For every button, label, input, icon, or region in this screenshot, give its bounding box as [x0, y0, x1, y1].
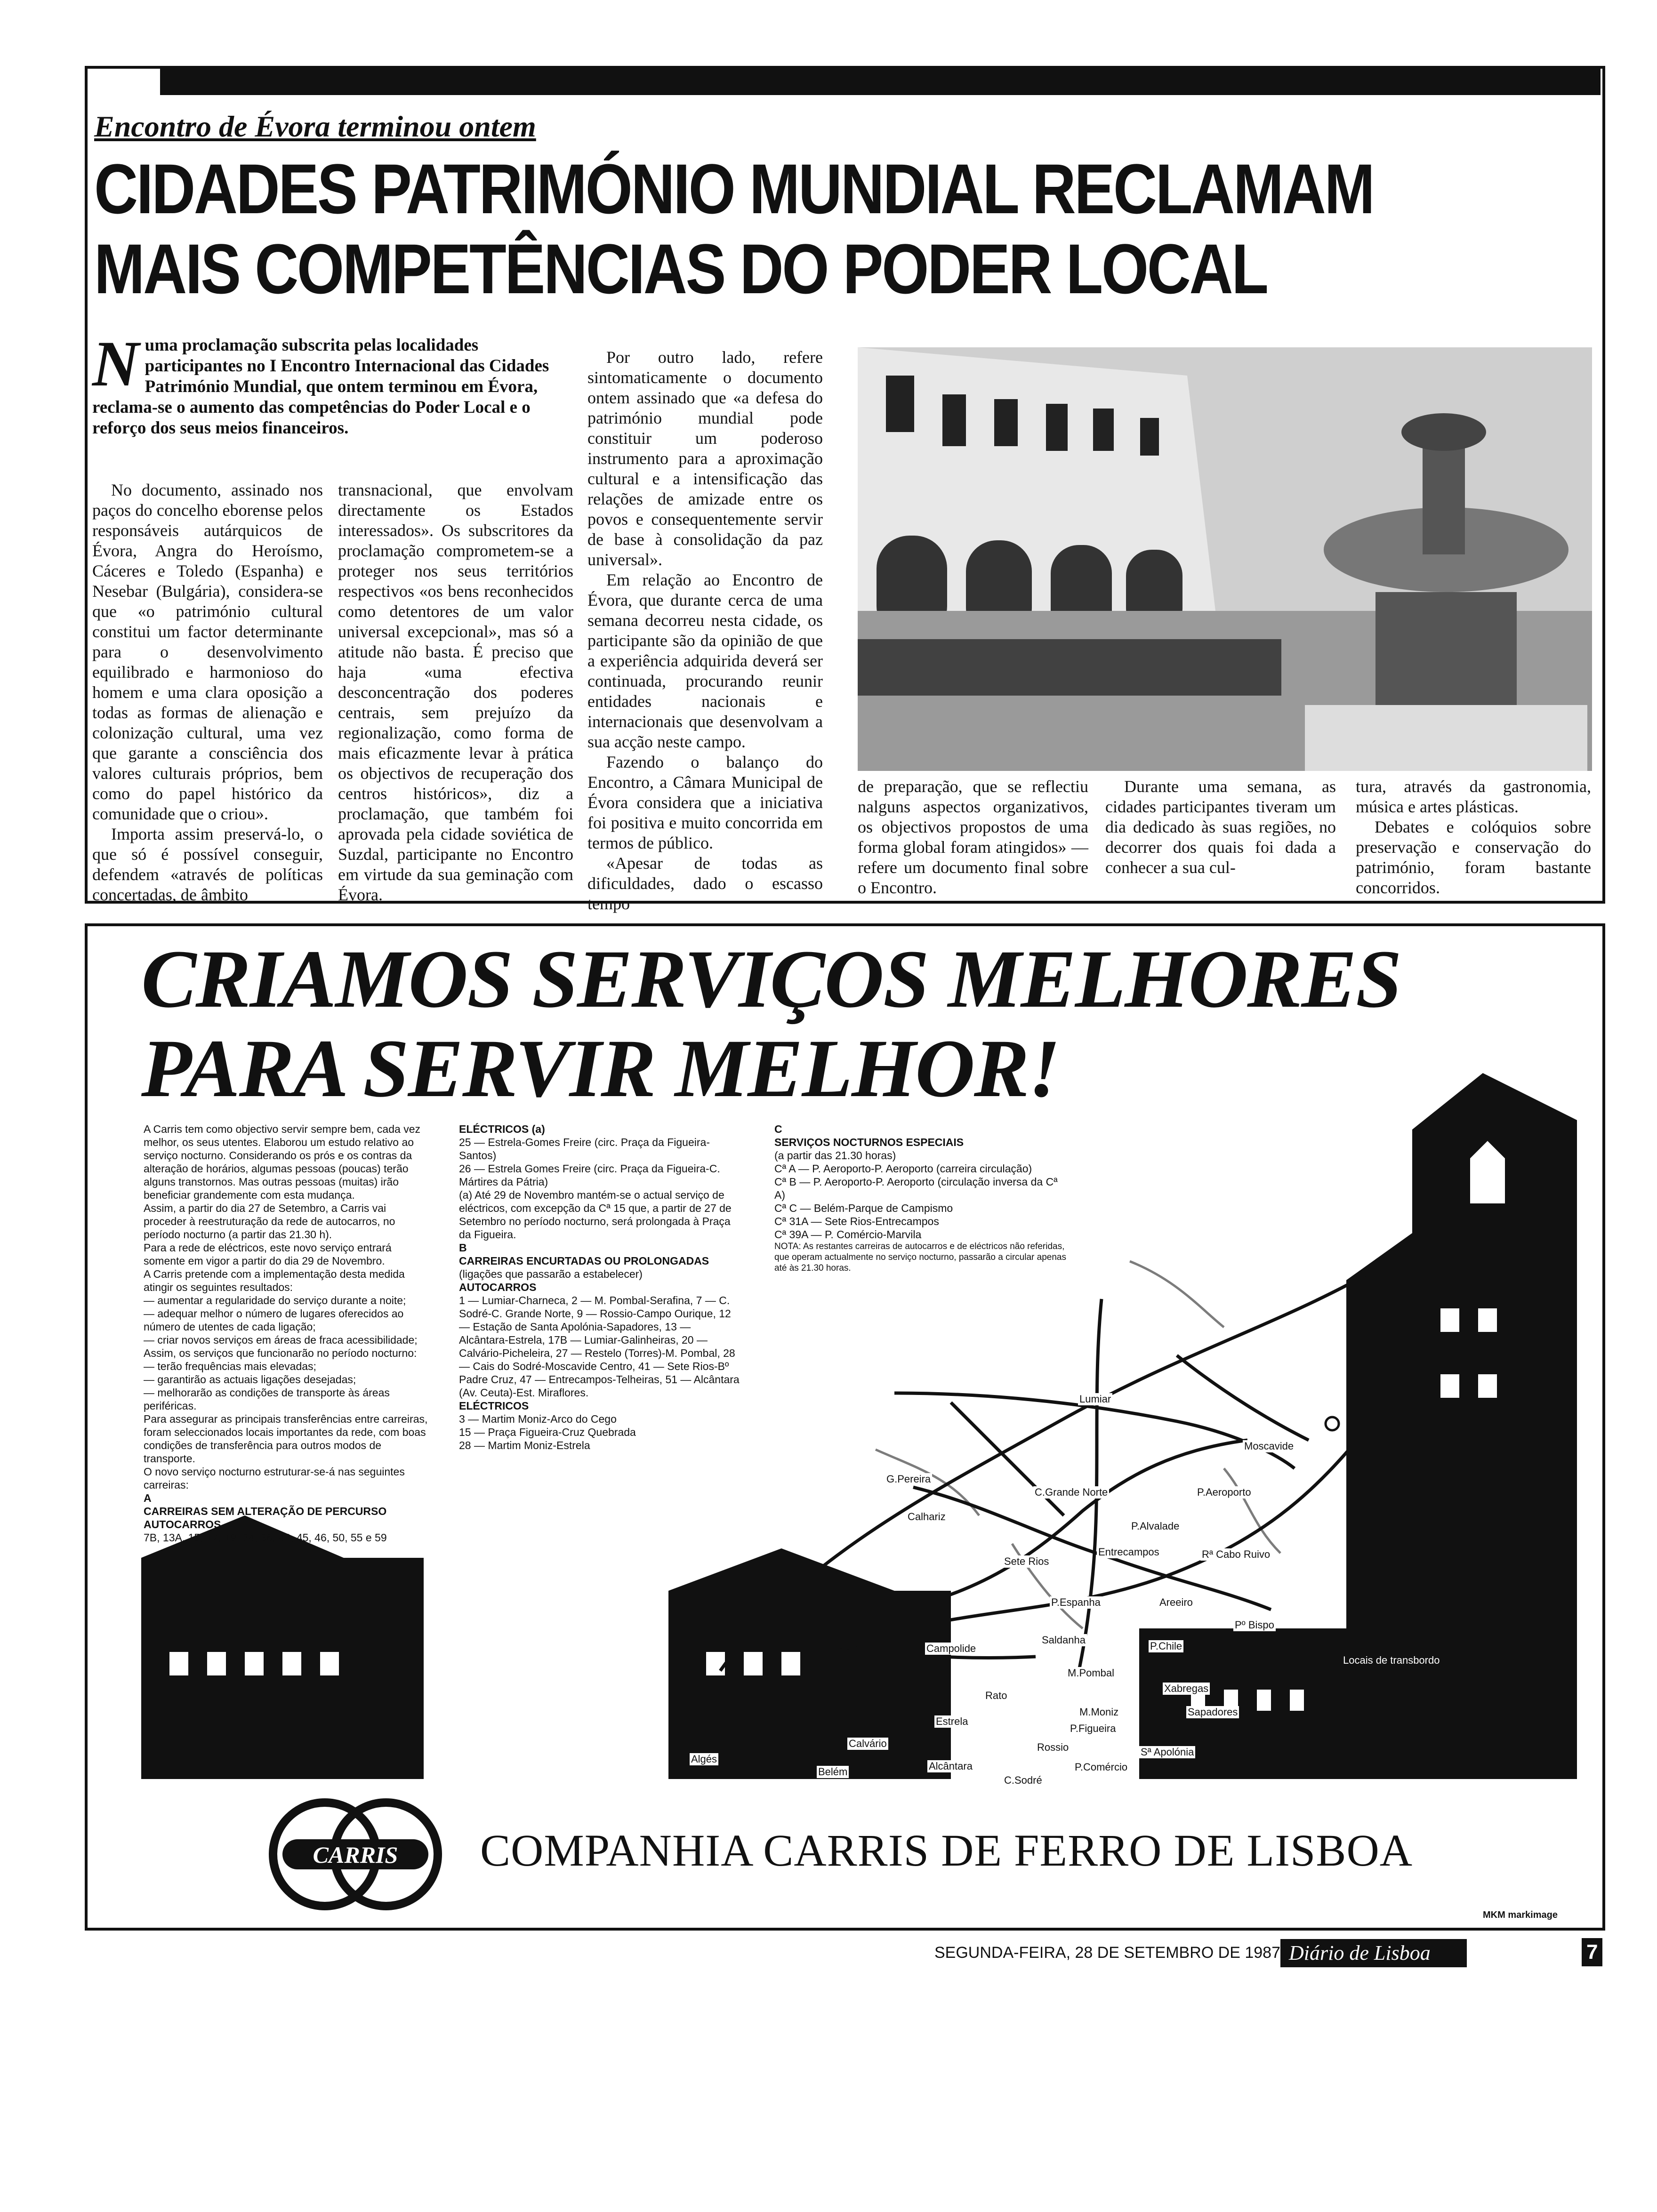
article-col-6 — [1356, 777, 1591, 898]
ad-title-line2: PARA SERVIR MELHOR! — [141, 1023, 1060, 1114]
map-label-alcantara: Alcântara — [927, 1760, 974, 1772]
col6-p1: tura, através da gastronomia, música e artes plásticas. — [1356, 777, 1591, 816]
ad-mid-p2: 26 — Estrela Gomes Freire (circ. Praça da Figueira-C. Mártires da Pátria) — [459, 1162, 720, 1188]
ad-left-p9: — garantirão as actuais ligações desejadas; — [144, 1373, 356, 1386]
col3-p4: «Apesar de todas as dificuldades, dado o escasso tempo — [587, 854, 823, 913]
photo-illustration — [858, 347, 1592, 771]
article-col-5 — [1105, 777, 1336, 878]
ad-right-p8: NOTA: As restantes carreiras de autocarros e de eléctricos não referidas, que operam actualmente no serviço nocturno, passarão a circular apenas até às 21.30 horas. — [774, 1242, 1066, 1273]
map-label-m-pombal: M.Pombal — [1066, 1667, 1116, 1679]
map-label-po-bispo: Pº Bispo — [1233, 1619, 1276, 1631]
ad-right-p7: Cª 39A — P. Comércio-Marvila — [774, 1228, 922, 1241]
ad-mid-p1: 25 — Estrela-Gomes Freire (circ. Praça da Figueira-Santos) — [459, 1136, 710, 1162]
article-lead — [92, 328, 572, 439]
map-label-c-grande-norte: C.Grande Norte — [1033, 1486, 1109, 1499]
map-label-m-moniz: M.Moniz — [1078, 1706, 1120, 1718]
col3-p2: Em relação ao Encontro de Évora, que durante cerca de uma semana decorreu nesta cidade, os participante são da opinião de que a experiência adquirida deverá ser continuada, procurando reunir entidades nacionais e internacionais que desenvolvam a sua acção neste campo. — [587, 570, 823, 751]
ad-mid-p4: B — [459, 1242, 467, 1254]
ad-left-p13: A — [144, 1492, 152, 1504]
evora-square-photo — [858, 347, 1592, 771]
map-label-calhariz: Calhariz — [906, 1511, 947, 1523]
ad-left-p7: Assim, os serviços que funcionarão no período nocturno: — [144, 1347, 417, 1359]
article-col-2 — [338, 480, 573, 905]
ad-left-p1: Assim, a partir do dia 27 de Setembro, a Carris vai proceder à reestruturação da rede de autocarros, no período nocturno (a partir das 21.30 h). — [144, 1202, 395, 1241]
ad-left-p3: A Carris pretende com a implementação desta medida atingir os seguintes resultados: — [144, 1268, 405, 1293]
map-label-sa-apolonia: Sª Apolónia — [1139, 1746, 1195, 1758]
map-label-sete-rios: Sete Rios — [1003, 1555, 1050, 1568]
map-label-xabregas: Xabregas — [1163, 1683, 1210, 1695]
ad-right-p1: SERVIÇOS NOCTURNOS ESPECIAIS — [774, 1136, 964, 1148]
map-label-cabo-ruivo: Rª Cabo Ruivo — [1200, 1548, 1271, 1561]
ad-mid-p11: 15 — Praça Figueira-Cruz Quebrada — [459, 1426, 636, 1438]
col5-p1: Durante uma semana, as cidades participantes tiveram um dia dedicado às suas regiões, no decorrer dos quais foi dada a conhecer a sua cul- — [1105, 777, 1336, 877]
col1-p2: Importa assim preservá-lo, o que só é possível conseguir, defendem «através de políticas concertadas, de âmbito — [92, 825, 323, 904]
footer-date: SEGUNDA-FEIRA, 28 DE SETEMBRO DE 1987 — [934, 1944, 1280, 1962]
transfer-legend-icon — [1326, 1417, 1339, 1430]
ad-mid-p3: (a) Até 29 de Novembro mantém-se o actual serviço de eléctricos, com excepção da Cª 15 que, a partir de 27 de Setembro no período nocturno, será prolongada à Praça da Figueira. — [459, 1189, 732, 1241]
map-label-sapadores: Sapadores — [1186, 1706, 1239, 1718]
masthead: Diário de Lisboa — [1280, 1939, 1467, 1967]
ad-left-p12: O novo serviço nocturno estruturar-se-á nas seguintes carreiras: — [144, 1466, 405, 1491]
map-route-6 — [918, 1440, 1247, 1605]
col6-p2: Debates e colóquios sobre preservação e conservação do património, foram bastante concorridos. — [1356, 817, 1591, 897]
page-number: 7 — [1582, 1938, 1602, 1966]
map-label-g-pereira: G.Pereira — [885, 1473, 932, 1485]
ad-mid-p12: 28 — Martim Moniz-Estrela — [459, 1439, 590, 1451]
ad-mid-p10: 3 — Martim Moniz-Arco do Cego — [459, 1413, 617, 1425]
ad-title-line1: CRIAMOS SERVIÇOS MELHORES — [141, 933, 1401, 1025]
ad-left-column — [144, 1122, 431, 1544]
article-kicker: Encontro de Évora terminou ontem — [94, 110, 536, 143]
ad-left-p4: — aumentar a regularidade do serviço durante a noite; — [144, 1294, 406, 1306]
ad-right-p6: Cª 31A — Sete Rios-Entrecampos — [774, 1215, 939, 1227]
ad-left-p2: Para a rede de eléctricos, este novo serviço entrará somente em vigor a partir do dia 29 de Novembro. — [144, 1242, 392, 1267]
article-col-4 — [858, 777, 1088, 898]
map-label-c-sodre: C.Sodré — [1003, 1774, 1044, 1787]
ad-right-column — [774, 1122, 1066, 1274]
map-label-areeiro: Areeiro — [1158, 1596, 1194, 1609]
ad-left-p11: Para assegurar as principais transferências entre carreiras, foram seleccionados locais importantes da rede, com boas condições de transferência para outros modos de transporte. — [144, 1413, 428, 1465]
map-label-saldanha: Saldanha — [1040, 1634, 1087, 1646]
map-label-calvario: Calvário — [847, 1738, 888, 1750]
dropcap: N — [92, 328, 139, 400]
ad-right-p2: (a partir das 21.30 horas) — [774, 1149, 896, 1162]
ad-mid-p9: ELÉCTRICOS — [459, 1400, 529, 1412]
map-label-p-alvalade: P.Alvalade — [1130, 1520, 1181, 1532]
article-col-3 — [587, 347, 823, 914]
map-label-rato: Rato — [984, 1690, 1008, 1702]
ad-left-p14: CARREIRAS SEM ALTERAÇÃO DE PERCURSO — [144, 1505, 387, 1517]
article-headline-line2: MAIS COMPETÊNCIAS DO PODER LOCAL — [94, 229, 1267, 308]
ad-mid-p5: CARREIRAS ENCURTADAS OU PROLONGADAS — [459, 1255, 709, 1267]
ad-right-p4: Cª B — P. Aeroporto-P. Aeroporto (circulação inversa da Cª A) — [774, 1176, 1058, 1201]
ad-mid-p7: AUTOCARROS — [459, 1281, 537, 1293]
map-route-9 — [951, 1403, 1064, 1515]
ad-right-p5: Cª C — Belém-Parque de Campismo — [774, 1202, 953, 1214]
lead-text: uma proclamação subscrita pelas localidades participantes no I Encontro Internacional das Cidades Património Mundial, que ontem terminou em Évora, reclama-se o aumento das competências do Poder Local e o reforço dos seus meios financeiros. — [92, 336, 549, 438]
ad-mid-p8: 1 — Lumiar-Charneca, 2 — M. Pombal-Serafina, 7 — C. Sodré-C. Grande Norte, 9 — Rossio-Campo Ourique, 12 — Estação de Santa Apolónia-Sapadores, 13 — Alcântara-Estrela, 17B — Lumiar-Galinheiras, 20 — Calvário-Picheleira, 27 — Restelo (Torres)-M. Pombal, 28 — Cais do Sodré-Moscavide Centro, 41 — Sete Rios-Bº Padre Cruz, 47 — Entrecampos-Telheiras, 51 — Alcântara (Av. Ceuta)-Est. Miraflores. — [459, 1294, 740, 1399]
map-label-lumiar: Lumiar — [1078, 1393, 1112, 1405]
ad-mid-p6: (ligações que passarão a estabelecer) — [459, 1268, 643, 1280]
ad-left-p10: — melhorarão as condições de transporte às áreas periféricas. — [144, 1387, 390, 1412]
top-rule — [160, 66, 1601, 95]
map-label-moscavide: Moscavide — [1243, 1440, 1295, 1452]
agency-credit: MKM markimage — [1483, 1910, 1558, 1920]
article-headline-line1: CIDADES PATRIMÓNIO MUNDIAL RECLAMAM — [94, 149, 1374, 228]
building-mid — [668, 1591, 951, 1779]
ad-left-p16: 7B, 13A, 15, 17, 19, 24, 36, 42, 45, 46, 50, 55 e 59 — [144, 1531, 387, 1544]
map-label-rossio: Rossio — [1036, 1741, 1070, 1754]
map-label-belem: Belém — [817, 1766, 849, 1778]
map-label-alges: Algés — [690, 1753, 718, 1765]
ad-left-p6: — criar novos serviços em áreas de fraca acessibilidade; — [144, 1334, 418, 1346]
ad-right-p3: Cª A — P. Aeroporto-P. Aeroporto (carreira circulação) — [774, 1162, 1032, 1175]
map-label-p-aeroporto: P.Aeroporto — [1196, 1486, 1253, 1499]
roof-mid — [668, 1548, 894, 1591]
carris-logo-text: CARRIS — [313, 1842, 398, 1868]
ad-mid-column — [459, 1122, 741, 1452]
map-legend-text: Locais de transbordo — [1342, 1654, 1441, 1667]
ad-left-p15: AUTOCARROS — [144, 1518, 221, 1531]
col1-p1: No documento, assinado nos paços do concelho eborense pelos responsáveis autárquicos de Évora, Angra do Heroísmo, Cáceres e Toledo (Espanha) e Nesebar (Bulgária), considera-se que «o património cultural constitui um factor determinante para o desenvolvimento equilibrado e harmonioso do homem e uma clara oposição a todas as formas de alienação e colonização cultural, uma vez que garante a consciência dos valores culturais próprios, bem como do papel histórico da comunidade que o criou». — [92, 481, 323, 823]
ad-mid-p0: ELÉCTRICOS (a) — [459, 1123, 545, 1135]
ad-left-p5: — adequar melhor o número de lugares oferecidos ao número de utentes de cada ligação; — [144, 1307, 404, 1333]
ad-left-p0: A Carris tem como objectivo servir sempre bem, cada vez melhor, os seus utentes. Elaborou um estudo relativo ao serviço nocturno. Considerando os prós e os contras da alteração de horários, algumas pessoas (poucas) terão alguns transtornos. Mas outras pessoas (muitas) irão beneficiar grandemente com esta mudança. — [144, 1123, 420, 1201]
company-name: COMPANHIA CARRIS DE FERRO DE LISBOA — [480, 1825, 1413, 1875]
col2-p1: transnacional, que envolvam directamente os Estados interessados». Os subscritores da proclamação comprometem-se a proteger nos seus territórios respectivos «os bens reconhecidos como detentores de um valor universal excepcional», mas só a atitude não basta. É preciso que haja «uma efectiva desconcentração dos poderes centrais, sem prejuízo da regionalização, como forma de mais eficazmente levar à prática os objectivos de recuperação dos centros históricos», diz a proclamação, que também foi aprovada pela cidade soviética de Suzdal, participante no Encontro em virtude da sua geminação com Évora. — [338, 481, 573, 904]
article-col-1 — [92, 480, 323, 905]
map-label-p-comercio: P.Comércio — [1073, 1761, 1129, 1773]
ad-right-p0: C — [774, 1123, 782, 1135]
map-label-p-chile: P.Chile — [1149, 1640, 1183, 1652]
map-label-p-figueira: P.Figueira — [1069, 1723, 1117, 1735]
col4-p1: de preparação, que se reflectiu nalguns aspectos organizativos, os objectivos propostos de uma forma global foram atingidos» — refere um documento final sobre o Encontro. — [858, 777, 1088, 897]
map-label-campolide: Campolide — [925, 1643, 977, 1655]
col3-p3: Fazendo o balanço do Encontro, a Câmara Municipal de Évora considera que a iniciativa foi positiva e muito concorrida em termos de público. — [587, 753, 823, 852]
map-label-entrecampos: Entrecampos — [1097, 1546, 1161, 1558]
col3-p1: Por outro lado, refere sintomaticamente o documento ontem assinado que «a defesa do património mundial pode constituir um poderoso instrumento para a aproximação cultural e a intensificação das relações de amizade entre os povos e consequentemente servir de base à consolidação da paz universal». — [587, 348, 823, 569]
ad-left-p8: — terão frequências mais elevadas; — [144, 1360, 316, 1372]
map-label-estrela: Estrela — [934, 1715, 969, 1728]
map-label-p-espanha: P.Espanha — [1050, 1596, 1102, 1609]
